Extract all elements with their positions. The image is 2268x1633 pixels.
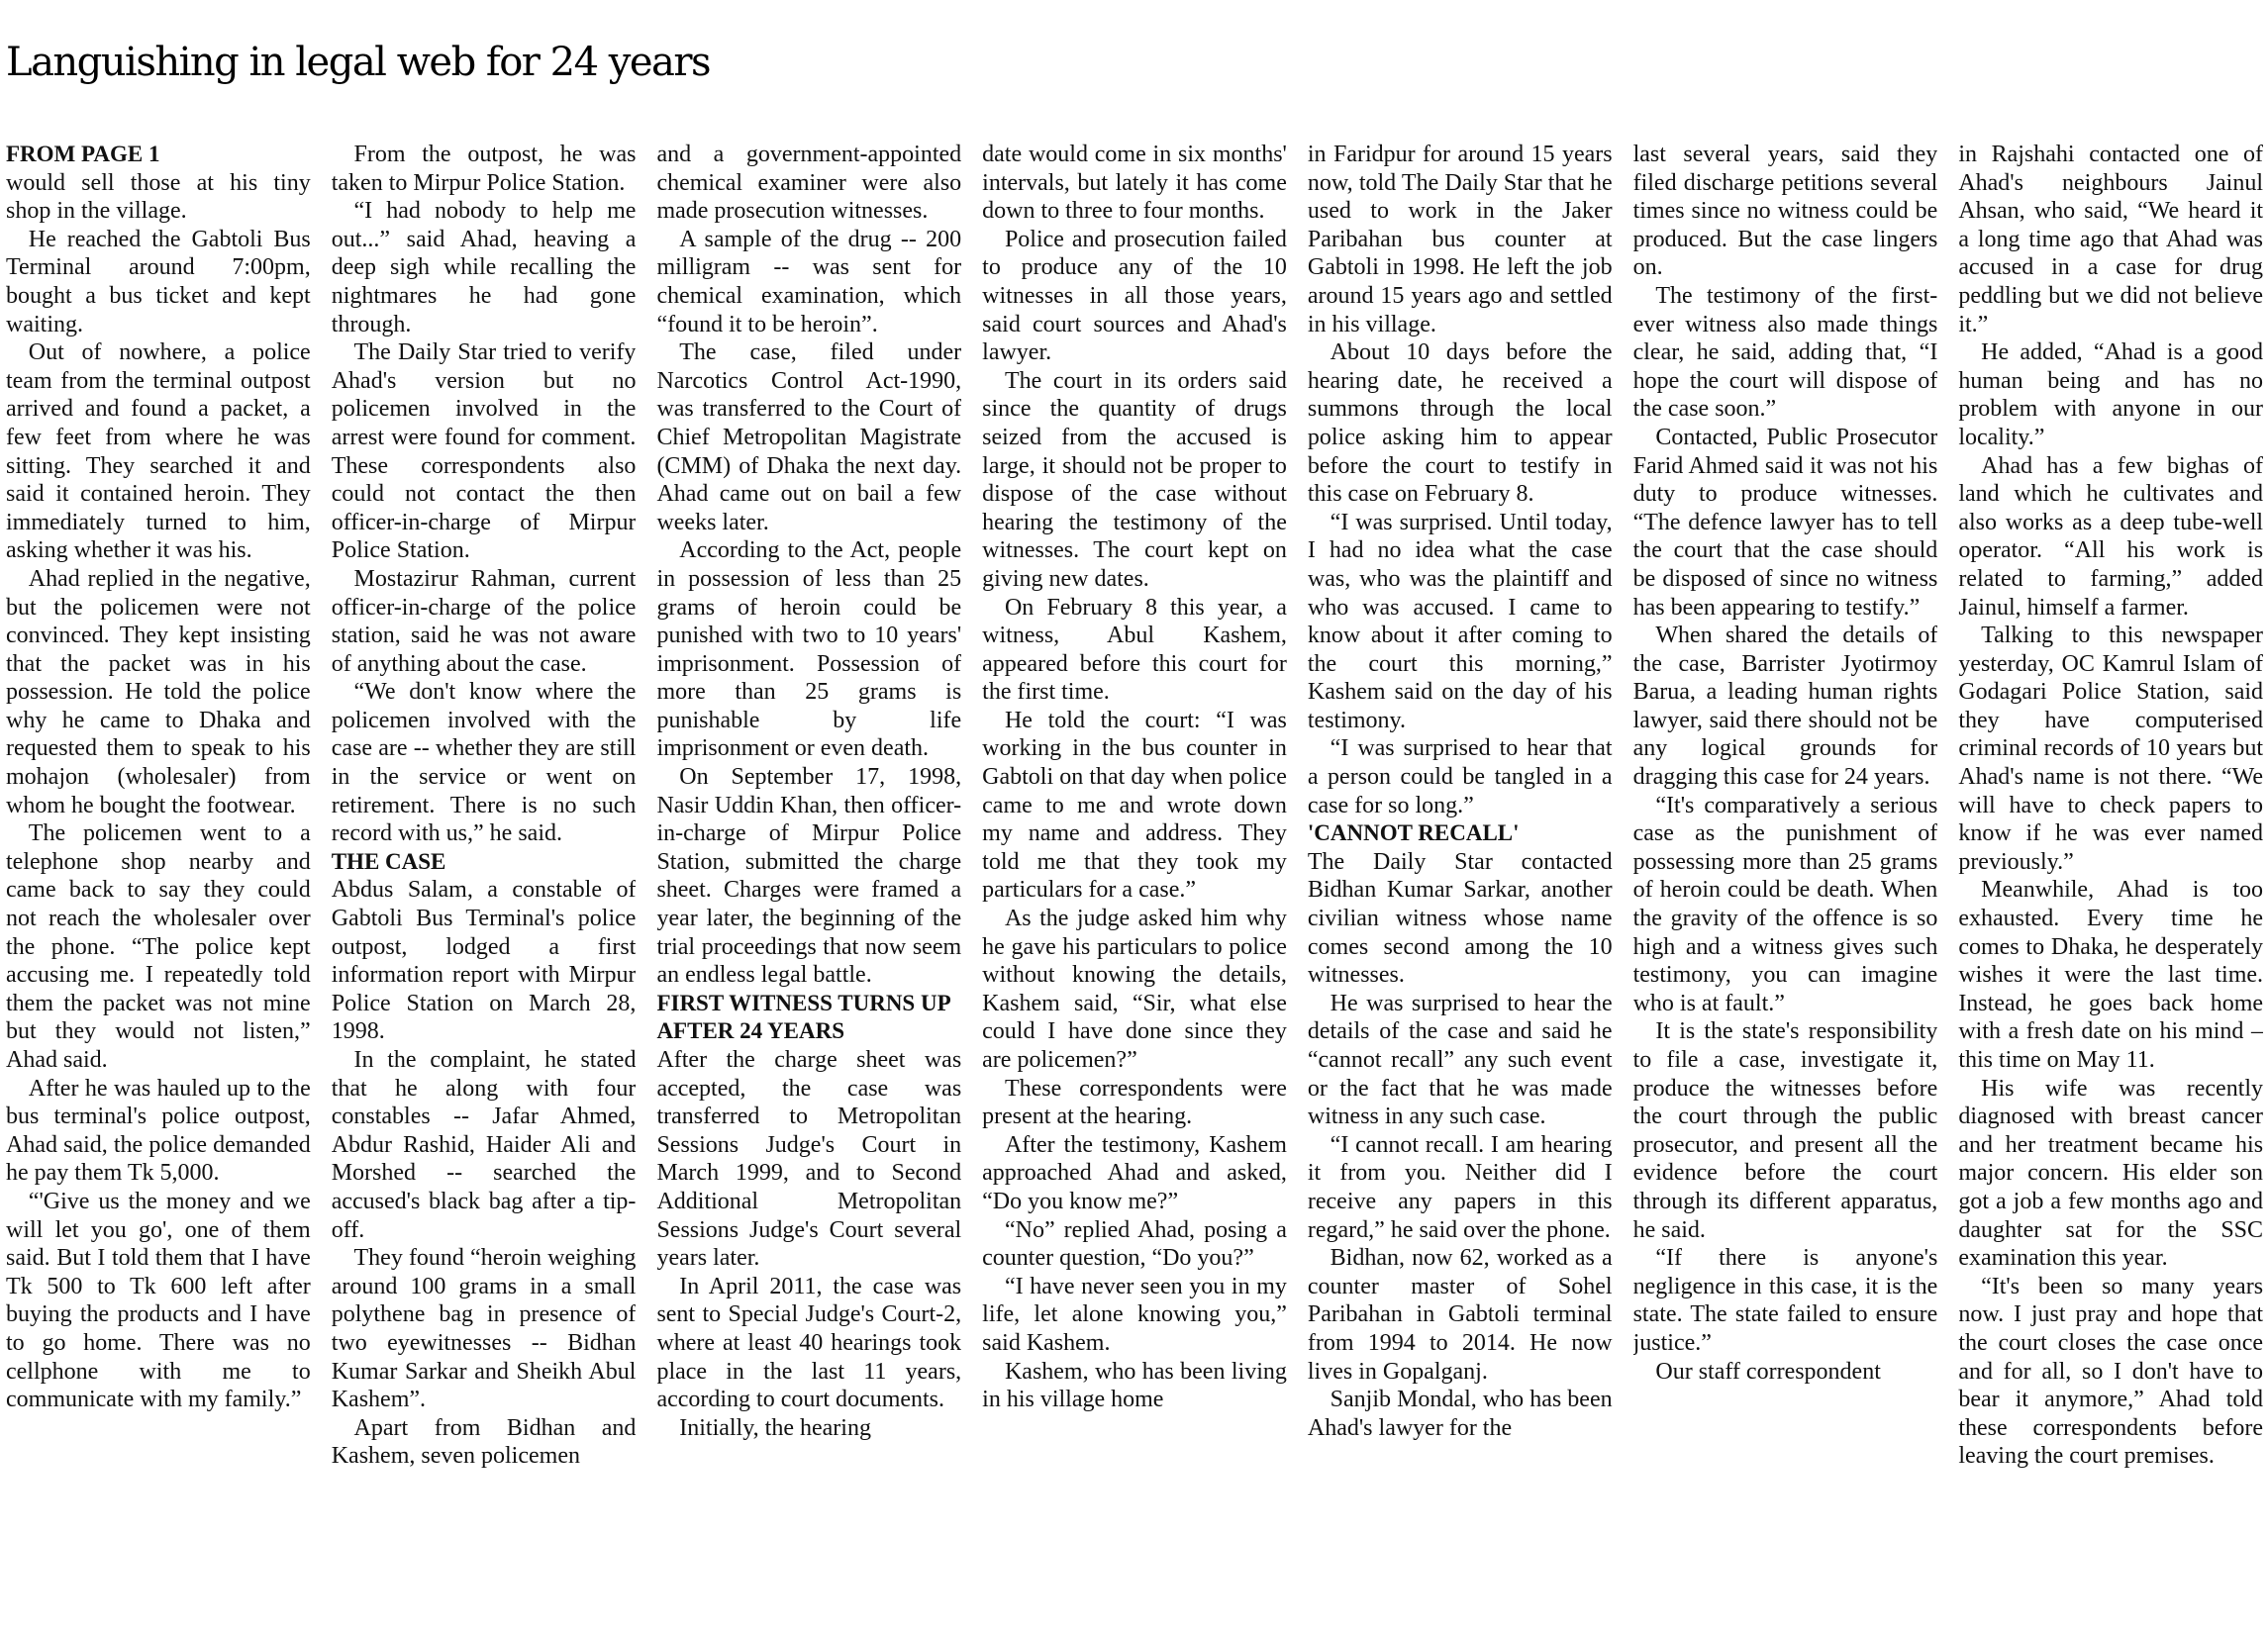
paragraph: last several years, said they filed discharge petitions several times since no witness could be produced. But the case lingers on. <box>1632 142 1938 281</box>
paragraph: About 10 days before the hearing date, he received a summons through the local police asking him to appear before the court to testify in this case on February 8. <box>1307 339 1613 508</box>
paragraph: Apart from Bidhan and Kashem, seven policemen <box>331 1414 637 1470</box>
paragraph: in Faridpur for around 15 years now, told The Daily Star that he used to work in the Jaker Paribahan bus counter at Gabtoli in 1998. He left the job around 15 years ago and settled in his village. <box>1307 142 1613 337</box>
paragraph: “'Give us the money and we will let you go', one of them said. But I told them that I have Tk 500 to Tk 600 left after buying the products and I have to go home. There was no cellphone with me to communicate with my family.” <box>6 1188 311 1413</box>
paragraph: The court in its orders said since the quantity of drugs seized from the accused is large, it should not be proper to dispose of the case without hearing the testimony of the witnesses. The court kept on giving new dates. <box>982 367 1287 592</box>
paragraph: After the charge sheet was accepted, the case was transferred to Metropolitan Sessions Judge's Court in March 1999, and to Second Additional Metropolitan Sessions Judge's Court several years later. <box>656 1047 962 1272</box>
paragraph: and a government-appointed chemical examiner were also made prosecution witnesses. <box>656 142 962 225</box>
paragraph: They found “heroin weighing around 100 grams in a small polythene bag in presence of two eyewitnesses -- Bidhan Kumar Sarkar and Sheikh Abul Kashem”. <box>331 1245 637 1413</box>
paragraph: Kashem, who has been living in his village home <box>982 1358 1287 1413</box>
paragraph: Abdus Salam, a constable of Gabtoli Bus Terminal's police outpost, lodged a first information report with Mirpur Police Station on March 28, 1998. <box>331 877 637 1045</box>
paragraph: Talking to this newspaper yesterday, OC Kamrul Islam of Godagari Police Station, said they have computerised criminal records of 10 years but Ahad's name is not there. “We will have to check papers to know if he was ever named previously.” <box>1958 623 2264 875</box>
article-column <box>1633 141 1938 1625</box>
paragraph: He added, “Ahad is a good human being and has no problem with anyone in our locality.” <box>1958 339 2264 450</box>
paragraph: “If there is anyone's negligence in this case, it is the state. The state failed to ensure justice.” <box>1632 1245 1938 1356</box>
paragraph: Ahad has a few bighas of land which he cultivates and also works as a deep tube-well operator. “All his work is related to farming,” added Jainul, himself a farmer. <box>1958 452 2264 621</box>
paragraph: “I have never seen you in my life, let alone knowing you,” said Kashem. <box>982 1273 1287 1356</box>
paragraph: The testimony of the first-ever witness also made things clear, he said, adding that, “I hope the court will dispose of the case soon.” <box>1632 282 1938 423</box>
paragraph: According to the Act, people in possession of less than 25 grams of heroin could be punished with two to 10 years' imprisonment. Possession of more than 25 grams is punishable by life imprisonment or even death. <box>656 537 962 762</box>
paragraph: in Rajshahi contacted one of Ahad's neighbours Jainul Ahsan, who said, “We heard it a long time ago that Ahad was accused in a case for drug peddling but we did not believe it.” <box>1958 142 2264 337</box>
paragraph: “I had nobody to help me out...” said Ahad, heaving a deep sigh while recalling the nightmares he had gone through. <box>331 198 637 337</box>
article-column <box>1958 141 2263 1625</box>
paragraph: “I cannot recall. I am hearing it from you. Neither did I receive any papers in this regard,” he said over the phone. <box>1307 1131 1613 1243</box>
paragraph: In April 2011, the case was sent to Special Judge's Court-2, where at least 40 hearings took place in the last 11 years, according to court documents. <box>656 1273 962 1413</box>
paragraph: On February 8 this year, a witness, Abul Kashem, appeared before this court for the first time. <box>982 594 1287 706</box>
article-column <box>982 141 1287 1625</box>
article-column <box>1308 141 1613 1625</box>
article-column <box>6 141 311 1625</box>
paragraph: “I was surprised. Until today, I had no idea what the case was, who was the plaintiff and who was accused. I came to know about it after coming to the court this morning,” Kashem said on the day of his testimony. <box>1307 509 1613 733</box>
section-subhead: 'CANNOT RECALL' <box>1307 820 1520 846</box>
article-column <box>332 141 637 1625</box>
section-subhead: FIRST WITNESS TURNS UP AFTER 24 YEARS <box>656 990 950 1044</box>
section-subhead: THE CASE <box>331 848 446 874</box>
paragraph: After he was hauled up to the bus terminal's police outpost, Ahad said, the police demanded he pay them Tk 5,000. <box>6 1075 311 1187</box>
paragraph: His wife was recently diagnosed with breast cancer and her treatment became his major concern. His elder son got a job a few months ago and daughter sat for the SSC examination this year. <box>1958 1075 2264 1272</box>
article-column <box>656 141 961 1625</box>
paragraph: Ahad replied in the negative, but the policemen were not convinced. They kept insisting that the packet was in his possession. He told the police why he came to Dhaka and requested them to speak to his mohajon (wholesaler) from whom he bought the footwear. <box>6 565 311 818</box>
paragraph: “We don't know where the policemen involved with the case are -- whether they are still in the service or went on retirement. There is no such record with us,” he said. <box>331 679 637 847</box>
paragraph: He told the court: “I was working in the bus counter in Gabtoli on that day when police came to me and wrote down my name and address. They told me that they took my particulars for a case.” <box>982 707 1287 904</box>
paragraph: He reached the Gabtoli Bus Terminal around 7:00pm, bought a bus ticket and kept waiting. <box>6 226 311 337</box>
paragraph: “It's comparatively a serious case as the punishment of possessing more than 25 grams of heroin could be death. When the gravity of the offence is so high and a witness gives such testimony, you can imagine who is at fault.” <box>1632 792 1938 1016</box>
paragraph: On September 17, 1998, Nasir Uddin Khan, then officer-in-charge of Mirpur Police Station, submitted the charge sheet. Charges were framed a year later, the beginning of the trial proceedings that now seem an endless legal battle. <box>656 764 962 989</box>
paragraph: Contacted, Public Prosecutor Farid Ahmed said it was not his duty to produce witnesses. “The defence lawyer has to tell the court that the case should be disposed of since no witness has been appearing to testify.” <box>1632 424 1938 621</box>
headline: Languishing in legal web for 24 years <box>6 40 711 85</box>
paragraph: Police and prosecution failed to produce any of the 10 witnesses in all those years, said court sources and Ahad's lawyer. <box>982 226 1287 366</box>
article-body <box>6 141 2263 1625</box>
paragraph: Bidhan, now 62, worked as a counter master of Sohel Paribahan in Gabtoli terminal from 1994 to 2014. He now lives in Gopalganj. <box>1307 1245 1613 1385</box>
paragraph: Mostazirur Rahman, current officer-in-charge of the police station, said he was not aware of anything about the case. <box>331 565 637 677</box>
paragraph: “No” replied Ahad, posing a counter question, “Do you?” <box>982 1216 1287 1272</box>
kicker-from-page: FROM PAGE 1 <box>6 142 160 166</box>
paragraph: A sample of the drug -- 200 milligram -- was sent for chemical examination, which “found it to be heroin”. <box>656 226 962 337</box>
paragraph: After the testimony, Kashem approached Ahad and asked, “Do you know me?” <box>982 1131 1287 1214</box>
paragraph: The policemen went to a telephone shop nearby and came back to say they could not reach the wholesaler over the phone. “The police kept accusing me. I repeatedly told them the packet was not mine but they would not listen,” Ahad said. <box>6 820 311 1073</box>
paragraph: From the outpost, he was taken to Mirpur Police Station. <box>331 142 637 196</box>
paragraph: Out of nowhere, a police team from the terminal outpost arrived and found a packet, a few feet from where he was sitting. They searched it and said it contained heroin. They immediately turned to him, asking whether it was his. <box>6 339 311 564</box>
paragraph: It is the state's responsibility to file a case, investigate it, produce the witnesses before the court through the public prosecutor, and present all the evidence before the court through its different apparatus, he said. <box>1632 1018 1938 1243</box>
paragraph: In the complaint, he stated that he along with four constables -- Jafar Ahmed, Abdur Rashid, Haider Ali and Morshed -- searched the accused's black bag after a tip-off. <box>331 1047 637 1243</box>
paragraph: Sanjib Mondal, who has been Ahad's lawyer for the <box>1307 1387 1613 1441</box>
paragraph: “I was surprised to hear that a person could be tangled in a case for so long.” <box>1307 735 1613 818</box>
paragraph: Meanwhile, Ahad is too exhausted. Every time he comes to Dhaka, he desperately wishes it were the last time. Instead, he goes back home with a fresh date on his mind – this time on May 11. <box>1958 877 2264 1073</box>
paragraph: The case, filed under Narcotics Control Act-1990, was transferred to the Court of Chief Metropolitan Magistrate (CMM) of Dhaka the next day. Ahad came out on bail a few weeks later. <box>656 339 962 535</box>
paragraph: date would come in six months' intervals, but lately it has come down to three to four months. <box>982 142 1287 225</box>
paragraph: These correspondents were present at the hearing. <box>982 1075 1287 1130</box>
paragraph: He was surprised to hear the details of the case and said he “cannot recall” any such event or the fact that he was made witness in any such case. <box>1307 990 1613 1130</box>
paragraph: The Daily Star tried to verify Ahad's version but no policemen involved in the arrest were found for comment. These correspondents also could not contact the then officer-in-charge of Mirpur Police Station. <box>331 339 637 564</box>
paragraph: Our staff correspondent <box>1655 1358 1881 1385</box>
paragraph: would sell those at his tiny shop in the village. <box>6 169 311 225</box>
paragraph: The Daily Star contacted Bidhan Kumar Sarkar, another civilian witness whose name comes second among the 10 witnesses. <box>1307 848 1613 989</box>
paragraph: Initially, the hearing <box>679 1414 871 1441</box>
paragraph: “It's been so many years now. I just pray and hope that the court closes the case once and for all, so I don't have to bear it anymore,” Ahad told these correspondents before leaving the court premises. <box>1958 1273 2264 1470</box>
paragraph: As the judge asked him why he gave his particulars to police without knowing the details, Kashem said, “Sir, what else could I have done since they are policemen?” <box>982 906 1287 1073</box>
paragraph: When shared the details of the case, Barrister Jyotirmoy Barua, a leading human rights lawyer, said there should not be any logical grounds for dragging this case for 24 years. <box>1632 623 1938 791</box>
